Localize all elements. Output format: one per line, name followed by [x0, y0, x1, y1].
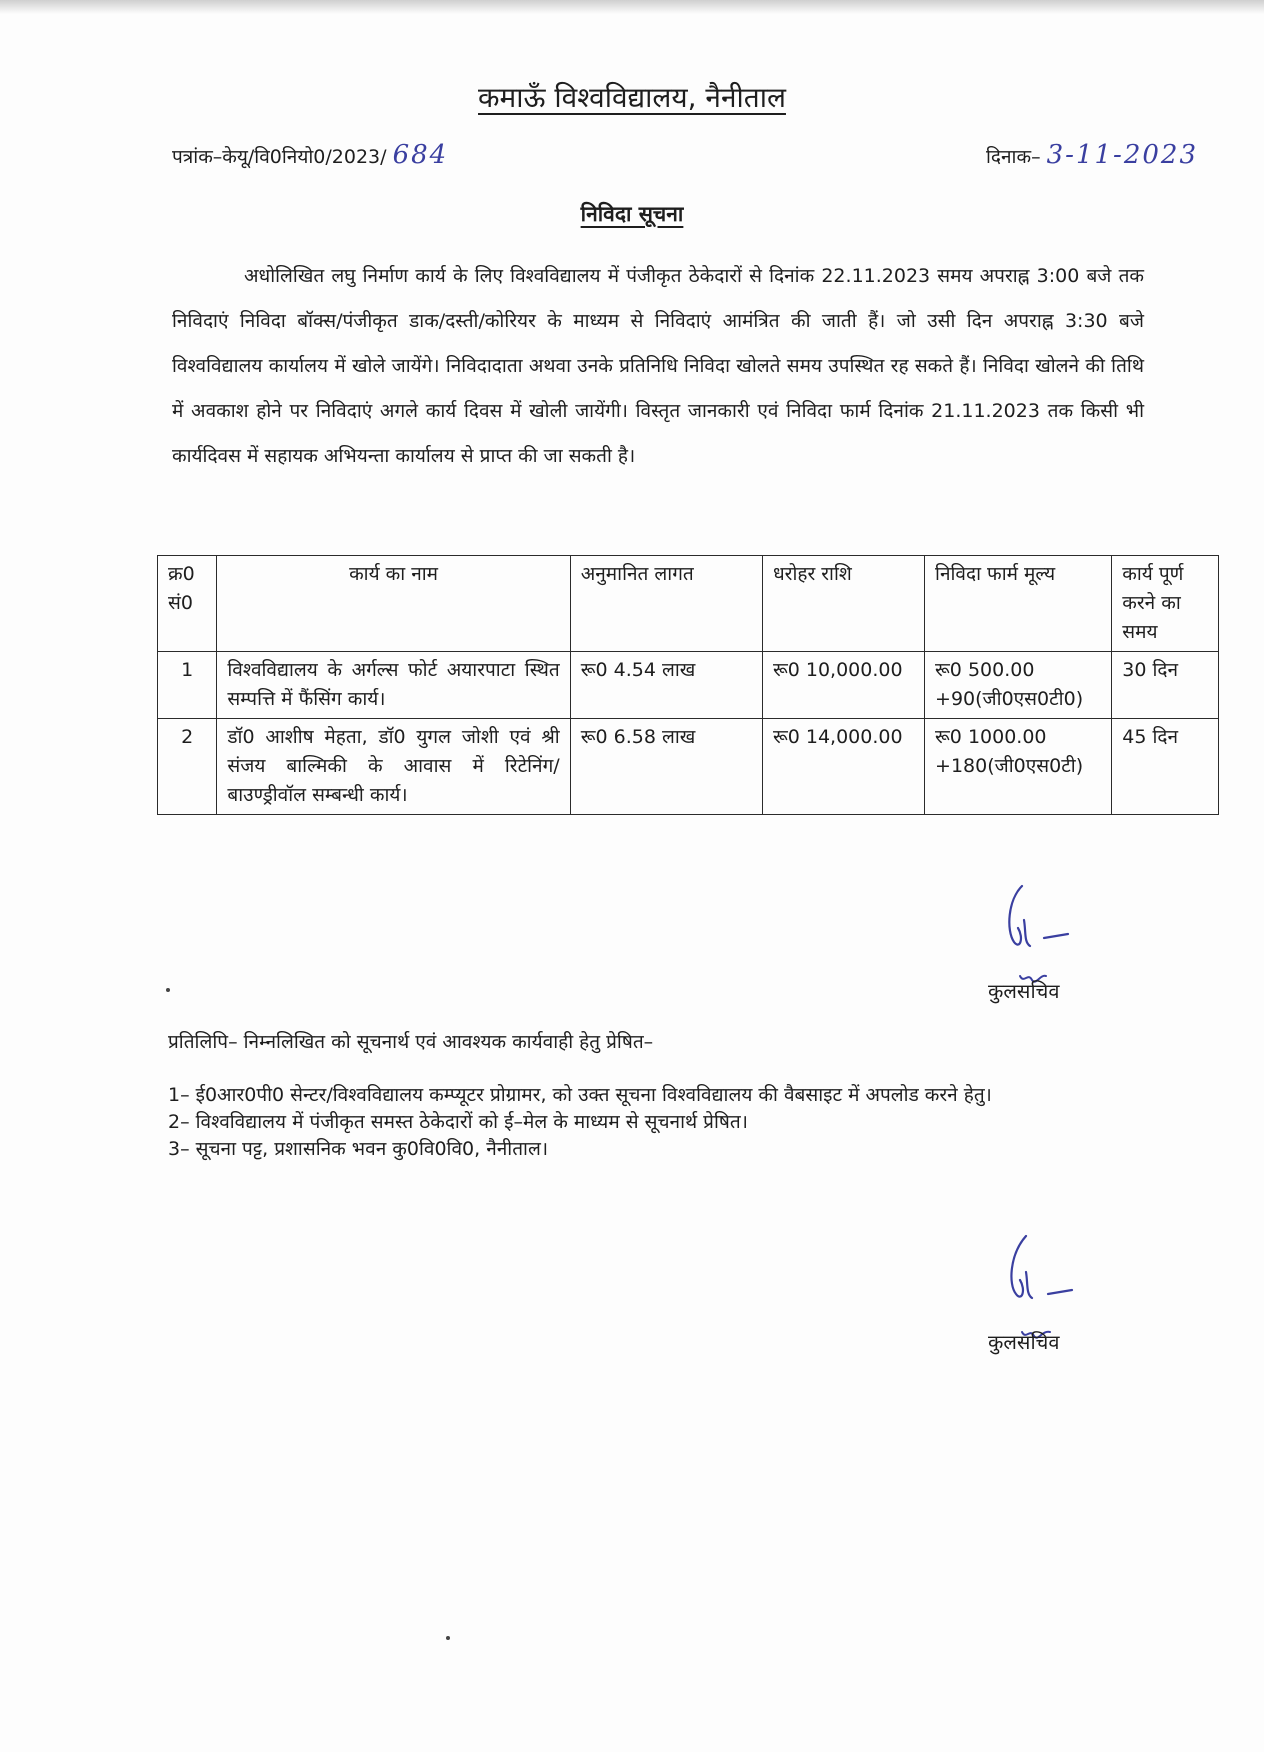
registrar-label: कुलसचिव	[988, 1330, 1060, 1354]
cell-serial: 1	[158, 652, 217, 719]
list-item: 3– सूचना पट्ट, प्रशासनिक भवन कु0वि0वि0, नैनीताल।	[168, 1138, 549, 1160]
copy-list	[168, 1082, 1148, 1163]
date-label: दिनाक–	[986, 146, 1041, 168]
list-item: 1– ई0आर0पी0 सेन्टर/विश्वविद्यालय कम्प्यूटर प्रोग्रामर, को उक्त सूचना विश्वविद्यालय की वैबसाइट में अपलोड करने हेतु।	[168, 1084, 992, 1106]
reference-label: पत्रांक–केयू/वि0नियो0/2023/	[172, 146, 387, 168]
table-header-row	[158, 556, 1219, 652]
cell-estimated-cost: रू0 4.54 लाख	[570, 652, 762, 719]
tender-table	[157, 555, 1219, 815]
header-work-name: कार्य का नाम	[217, 556, 570, 652]
header-serial: क्र0 सं0	[158, 556, 217, 652]
scan-edge	[0, 0, 1264, 14]
cell-earnest-money: रू0 10,000.00	[762, 652, 924, 719]
header-estimated-cost: अनुमानित लागत	[570, 556, 762, 652]
notice-heading: निविदा सूचना	[580, 202, 684, 226]
registrar-signature-icon	[1000, 1232, 1120, 1342]
registrar-label: कुलसचिव	[988, 979, 1060, 1003]
scan-speck	[166, 988, 170, 992]
scan-speck	[446, 1636, 450, 1640]
table-row	[158, 719, 1219, 815]
university-title: कमाऊँ विश्वविद्यालय, नैनीताल	[478, 81, 786, 114]
copy-intro: प्रतिलिपि– निम्नलिखित को सूचनार्थ एवं आवश्यक कार्यवाही हेतु प्रेषित–	[168, 1031, 654, 1053]
cell-completion-time: 45 दिन	[1112, 719, 1219, 815]
registrar-signature-icon	[1000, 880, 1120, 990]
reference-handwritten-number: 684	[392, 140, 449, 170]
cell-form-price: रू0 1000.00 +180(जी0एस0टी)	[925, 719, 1112, 815]
header-completion-time: कार्य पूर्ण करने का समय	[1112, 556, 1219, 652]
cell-completion-time: 30 दिन	[1112, 652, 1219, 719]
cell-estimated-cost: रू0 6.58 लाख	[570, 719, 762, 815]
header-earnest-money: धरोहर राशि	[762, 556, 924, 652]
header-form-price: निविदा फार्म मूल्य	[925, 556, 1112, 652]
cell-serial: 2	[158, 719, 217, 815]
date-line	[986, 140, 1198, 170]
table-row	[158, 652, 1219, 719]
reference-number	[172, 140, 448, 170]
list-item: 2– विश्वविद्यालय में पंजीकृत समस्त ठेकेदारों को ई–मेल के माध्यम से सूचनार्थ प्रेषित।	[168, 1111, 748, 1133]
cell-work-name: डॉ0 आशीष मेहता, डॉ0 युगल जोशी एवं श्री संजय बाल्मिकी के आवास में रिटेनिंग/बाउण्ड्रीवॉल सम्बन्धी कार्य।	[217, 719, 570, 815]
date-handwritten-value: 3-11-2023	[1046, 140, 1198, 170]
cell-earnest-money: रू0 14,000.00	[762, 719, 924, 815]
notice-body: अधोलिखित लघु निर्माण कार्य के लिए विश्वविद्यालय में पंजीकृत ठेकेदारों से दिनांक 22.11.2023 समय अपराह्न 3:00 बजे तक निविदाएं निविदा बॉक्स/पंजीकृत डाक/दस्ती/कोरियर के माध्यम से निविदाएं आमंत्रित की जाती हैं। जो उसी दिन अपराह्न 3:30 बजे विश्वविद्यालय कार्यालय में खोले जायेंगे। निविदादाता अथवा उनके प्रतिनिधि निविदा खोलते समय उपस्थित रह सकते हैं। निविदा खोलने की तिथि में अवकाश होने पर निविदाएं अगले कार्य दिवस में खोली जायेंगी। विस्तृत जानकारी एवं निविदा फार्म दिनांक 21.11.2023 तक किसी भी कार्यदिवस में सहायक अभियन्ता कार्यालय से प्राप्त की जा सकती है।	[172, 265, 1144, 467]
cell-work-name: विश्वविद्यालय के अर्गल्स फोर्ट अयारपाटा स्थित सम्पत्ति में फैंसिंग कार्य।	[217, 652, 570, 719]
cell-form-price: रू0 500.00 +90(जी0एस0टी0)	[925, 652, 1112, 719]
